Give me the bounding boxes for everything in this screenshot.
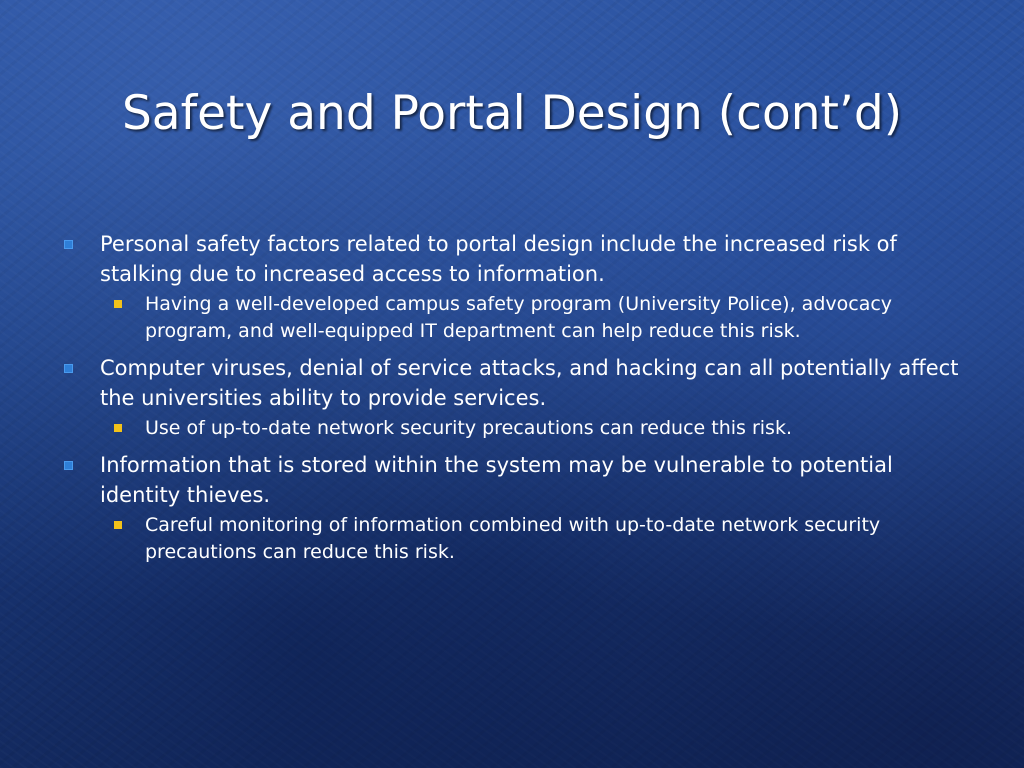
square-bullet-icon <box>114 521 122 529</box>
bullet-item-3 <box>62 450 962 510</box>
bullet-item-2 <box>62 353 962 413</box>
bullet-text: Personal safety factors related to portal design include the increased risk of stalking due to increased access to information. <box>100 232 897 286</box>
sub-bullet-text: Use of up-to-date network security precautions can reduce this risk. <box>145 417 792 439</box>
sub-bullet-text: Careful monitoring of information combined with up-to-date network security precautions can reduce this risk. <box>145 514 881 563</box>
square-bullet-icon <box>64 461 73 470</box>
square-bullet-icon <box>64 240 73 249</box>
sub-bullet-item-1 <box>62 291 962 345</box>
square-bullet-icon <box>114 300 122 308</box>
slide-title: Safety and Portal Design (cont’d) <box>121 86 903 141</box>
sub-bullet-item-2 <box>62 415 962 442</box>
square-bullet-icon <box>64 364 73 373</box>
bullet-text: Computer viruses, denial of service attacks, and hacking can all potentially affect the universities ability to provide services. <box>100 356 959 410</box>
bullet-text: Information that is stored within the system may be vulnerable to potential identity thieves. <box>100 453 893 507</box>
slide-content <box>62 229 962 574</box>
square-bullet-icon <box>114 424 122 432</box>
sub-bullet-item-3 <box>62 512 962 566</box>
bullet-item-1 <box>62 229 962 289</box>
sub-bullet-text: Having a well-developed campus safety program (University Police), advocacy program, and well-equipped IT department can help reduce this risk. <box>145 293 893 342</box>
